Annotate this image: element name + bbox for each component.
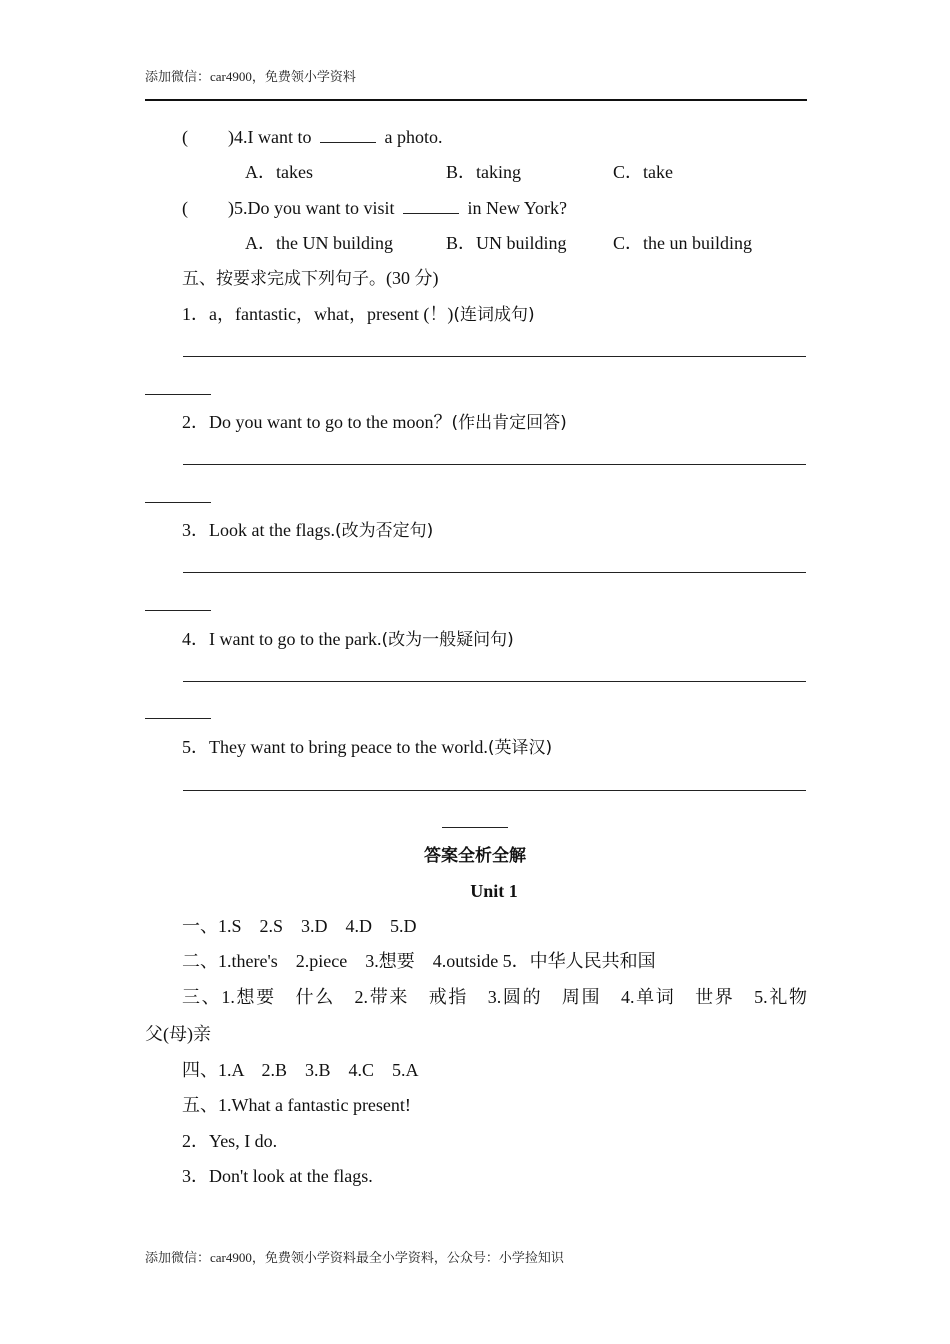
item-number: 1． [182, 304, 209, 324]
answer-line-2: 二、1.there's 2.piece 3.想要 4.outside 5．中华人民共和国 [182, 951, 656, 971]
header-rule [145, 99, 807, 101]
answer-line-continuation [145, 718, 211, 719]
item-text: a，fantastic，what，present (！) [209, 304, 454, 324]
exercise-item-2 [182, 411, 567, 434]
q5-stem-pre: )5.Do you want to visit [228, 198, 395, 218]
answer-line-continuation [145, 394, 211, 395]
q4-open-paren: ( [182, 127, 188, 147]
answer-line-6: 2．Yes, I do. [182, 1131, 278, 1151]
q5-open-paren: ( [182, 198, 188, 218]
exercise-item-1 [182, 303, 535, 326]
answers-title: 答案全析全解 [424, 846, 526, 866]
q5-stem-post: in New York? [467, 198, 568, 218]
item-hint: (英译汉) [487, 738, 553, 758]
question-5 [182, 197, 567, 219]
answer-line-continuation [442, 827, 508, 828]
q4-option-a: A．takes [245, 162, 313, 182]
item-hint: (改为否定句) [334, 521, 434, 541]
q4-option-b: B．taking [446, 162, 521, 182]
answer-line [183, 356, 806, 357]
q5-option-c: C．the un building [613, 233, 752, 253]
answer-line [183, 572, 806, 573]
item-number: 3． [182, 520, 209, 540]
exercise-item-3 [182, 519, 433, 542]
item-text: They want to bring peace to the world. [209, 737, 488, 757]
answer-line-3a: 三、1.想要 什么 2.带来 戒指 3.圆的 周围 4.单词 世界 5.礼物 [182, 987, 807, 1007]
item-hint: (改为一般疑问句) [381, 630, 514, 650]
section-5-score: (30 分) [386, 268, 439, 288]
answer-line-1: 一、1.S 2.S 3.D 4.D 5.D [182, 916, 417, 936]
item-text: I want to go to the park. [209, 629, 382, 649]
section-5-title [182, 267, 439, 290]
question-4 [182, 126, 442, 148]
answer-line-3b: 父(母)亲 [145, 1024, 211, 1044]
answer-line-continuation [145, 610, 211, 611]
q5-option-a: A．the UN building [245, 233, 393, 253]
item-hint: (连词成句) [453, 305, 535, 325]
item-text: Do you want to go to the moon？ [209, 412, 452, 432]
answer-line-7: 3．Don't look at the flags. [182, 1166, 373, 1186]
section-5-title-text: 五、按要求完成下列句子。 [182, 269, 386, 289]
q4-stem-post: a photo. [384, 127, 443, 147]
q4-blank [320, 128, 376, 143]
item-hint: (作出肯定回答) [451, 413, 567, 433]
unit-heading: Unit 1 [470, 881, 518, 901]
answer-line [183, 790, 806, 791]
answer-line [183, 464, 806, 465]
answer-line-4: 四、1.A 2.B 3.B 4.C 5.A [182, 1060, 419, 1080]
answer-line-continuation [145, 502, 211, 503]
exercise-item-4 [182, 628, 514, 651]
q5-blank [403, 199, 459, 214]
page-footer: 添加微信：car4900，免费领小学资料最全小学资料，公众号：小学捡知识 [145, 1250, 564, 1265]
q4-option-c: C．take [613, 162, 673, 182]
exercise-item-5 [182, 736, 552, 759]
answer-line-5: 五、1.What a fantastic present! [182, 1095, 411, 1115]
item-number: 2． [182, 412, 209, 432]
page-header: 添加微信：car4900，免费领小学资料 [145, 69, 356, 84]
item-number: 4． [182, 629, 209, 649]
q5-option-b: B．UN building [446, 233, 567, 253]
item-number: 5． [182, 737, 209, 757]
item-text: Look at the flags. [209, 520, 335, 540]
q4-stem-pre: )4.I want to [228, 127, 312, 147]
answer-line [183, 681, 806, 682]
